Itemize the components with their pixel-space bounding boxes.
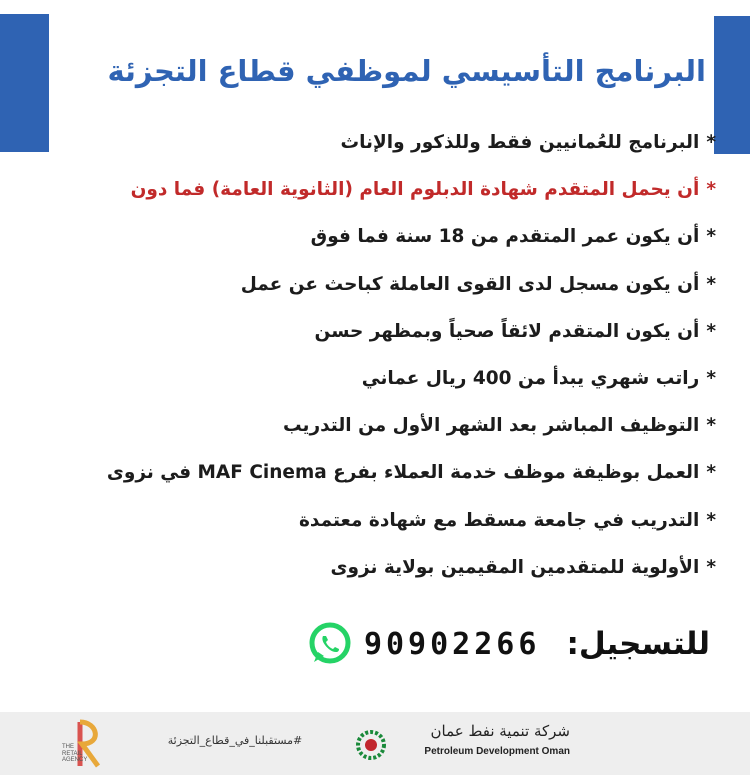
list-item-highlight: *أن يحمل المتقدم شهادة الدبلوم العام (الثانوية العامة) فما دون (130, 179, 716, 201)
bullet-star: * (706, 509, 716, 531)
bullet-star: * (706, 320, 716, 342)
bullet-star: * (706, 556, 716, 578)
whatsapp-icon[interactable] (308, 622, 352, 666)
list-item: *الأولوية للمتقدمين المقيمين بولاية نزوى (330, 556, 716, 578)
list-item: *البرنامج للعُمانيين فقط وللذكور والإناث (340, 132, 716, 153)
bullet-star: * (706, 273, 716, 295)
hashtag: #مستقبلنا_في_قطاع_التجزئة (167, 734, 303, 747)
phone-number[interactable]: 90902266 (363, 626, 541, 662)
registration-row (308, 616, 710, 672)
requirements-list (76, 126, 716, 598)
bullet-star: * (706, 415, 716, 437)
bullet-star: * (706, 132, 716, 153)
list-item: *أن يكون مسجل لدى القوى العاملة كباحث عن عمل (240, 273, 716, 295)
register-label: للتسجيل: (566, 626, 710, 662)
bullet-star: * (706, 462, 716, 484)
pdo-logo (350, 720, 580, 768)
list-item: *أن يكون عمر المتقدم من 18 سنة فما فوق (310, 226, 716, 248)
accent-bar-left (0, 14, 49, 152)
bullet-star: * (706, 226, 716, 248)
list-item: *التدريب في جامعة مسقط مع شهادة معتمدة (299, 509, 716, 531)
retail-agency-text: THE RETAIL AGENCY (62, 744, 88, 763)
pdo-emblem-icon (356, 730, 386, 760)
pdo-english-name: Petroleum Development Oman (424, 746, 570, 757)
list-item: *راتب شهري يبدأ من 400 ريال عماني (361, 367, 716, 389)
accent-bar-right (714, 16, 750, 154)
bullet-star: * (706, 367, 716, 389)
pdo-arabic-name: شركة تنمية نفط عمان (430, 722, 570, 740)
footer (0, 712, 750, 775)
list-item: *أن يكون المتقدم لائقاً صحياً وبمظهر حسن (314, 320, 716, 342)
list-item: *التوظيف المباشر بعد الشهر الأول من التدريب (282, 415, 716, 437)
list-item: *العمل بوظيفة موظف خدمة العملاء بفرع MAF Cinema في نزوى (106, 462, 716, 484)
bullet-star: * (706, 179, 716, 201)
page-title: البرنامج التأسيسي لموظفي قطاع التجزئة (107, 54, 706, 88)
